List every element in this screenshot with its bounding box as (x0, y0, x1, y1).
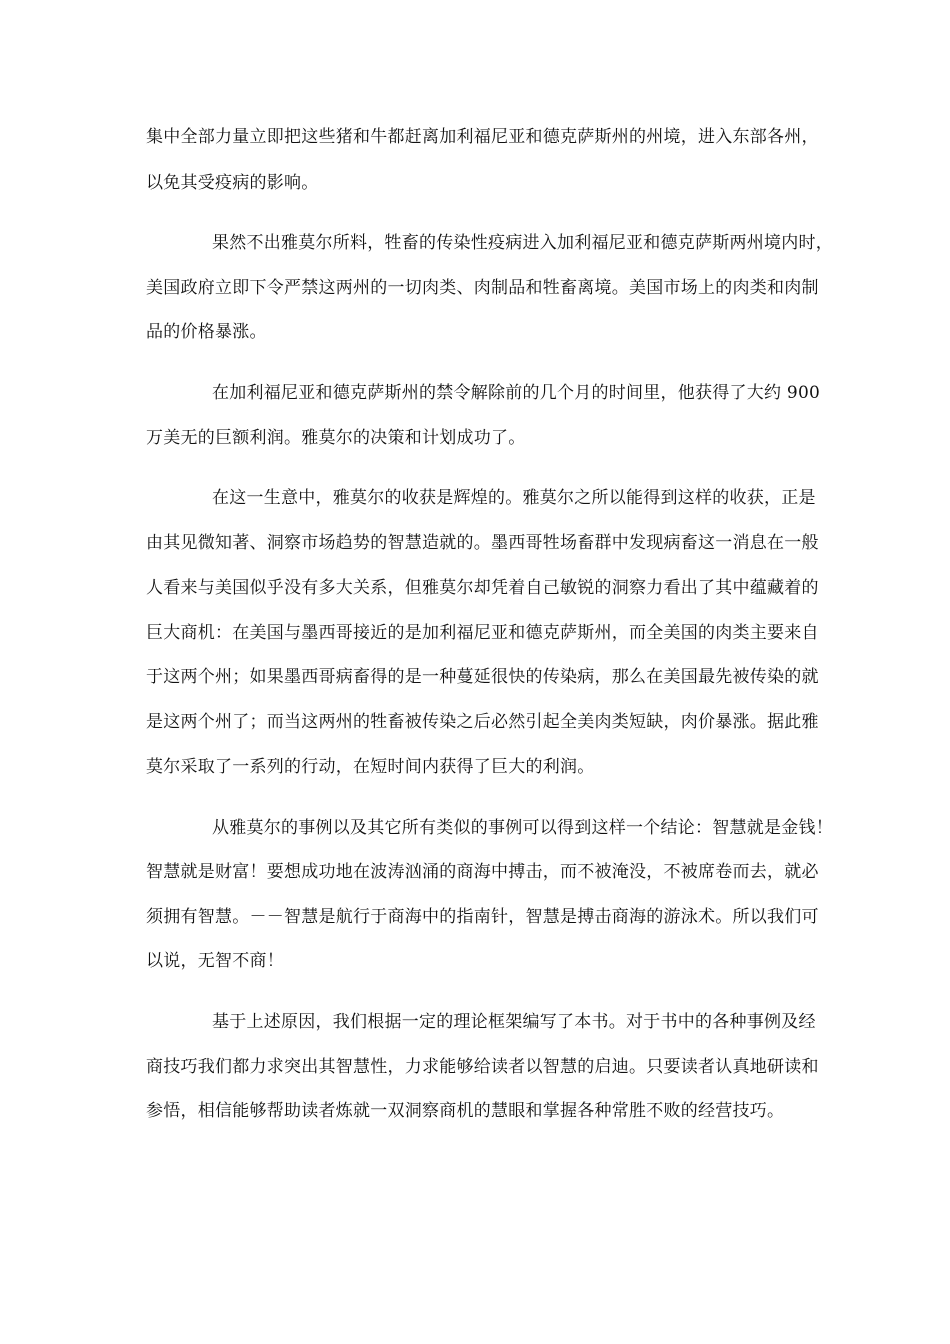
text-line: 果然不出雅莫尔所料，牲畜的传染性疫病进入加利福尼亚和德克萨斯两州境内时， (212, 233, 833, 253)
text-line: 须拥有智慧。－－智慧是航行于商海中的指南针，智慧是搏击商海的游泳术。所以我们可 (146, 907, 819, 927)
text-line: 智慧就是财富！要想成功地在波涛汹涌的商海中搏击，而不被淹没，不被席卷而去，就必 (146, 862, 819, 882)
text-line: 在这一生意中，雅莫尔的收获是辉煌的。雅莫尔之所以能得到这样的收获，正是 (212, 488, 816, 508)
text-line: 由其见微知著、洞察市场趋势的智慧造就的。墨西哥牲场畜群中发现病畜这一消息在一般 (146, 533, 819, 553)
text-line: 莫尔采取了一系列的行动，在短时间内获得了巨大的利润。 (146, 757, 595, 777)
text-line: 基于上述原因，我们根据一定的理论框架编写了本书。对于书中的各种事例及经 (212, 1012, 816, 1032)
text-line: 是这两个州了；而当这两州的牲畜被传染之后必然引起全美肉类短缺，肉价暴涨。据此雅 (146, 712, 819, 732)
text-line: 万美无的巨额利润。雅莫尔的决策和计划成功了。 (146, 428, 526, 448)
text-line: 品的价格暴涨。 (146, 322, 267, 342)
text-line: 人看来与美国似乎没有多大关系，但雅莫尔却凭着自己敏锐的洞察力看出了其中蕴藏着的 (146, 578, 819, 598)
text-line: 于这两个州；如果墨西哥病畜得的是一种蔓延很快的传染病，那么在美国最先被传染的就 (146, 667, 819, 687)
text-line: 美国政府立即下令严禁这两州的一切肉类、肉制品和牲畜离境。美国市场上的肉类和肉制 (146, 278, 819, 298)
text-line: 商技巧我们都力求突出其智慧性，力求能够给读者以智慧的启迪。只要读者认真地研读和 (146, 1057, 819, 1077)
text-line: 以说，无智不商！ (146, 951, 284, 971)
text-line: 参悟，相信能够帮助读者炼就一双洞察商机的慧眼和掌握各种常胜不败的经营技巧。 (146, 1101, 785, 1121)
text-line: 巨大商机：在美国与墨西哥接近的是加利福尼亚和德克萨斯州，而全美国的肉类主要来自 (146, 623, 819, 643)
text-line: 集中全部力量立即把这些猪和牛都赶离加利福尼亚和德克萨斯州的州境，进入东部各州， (146, 127, 819, 147)
text-line: 以免其受疫病的影响。 (146, 173, 319, 193)
text-line: 在加利福尼亚和德克萨斯州的禁令解除前的几个月的时间里，他获得了大约 900 (212, 383, 821, 403)
text-line: 从雅莫尔的事例以及其它所有类似的事例可以得到这样一个结论：智慧就是金钱！ (212, 818, 833, 838)
